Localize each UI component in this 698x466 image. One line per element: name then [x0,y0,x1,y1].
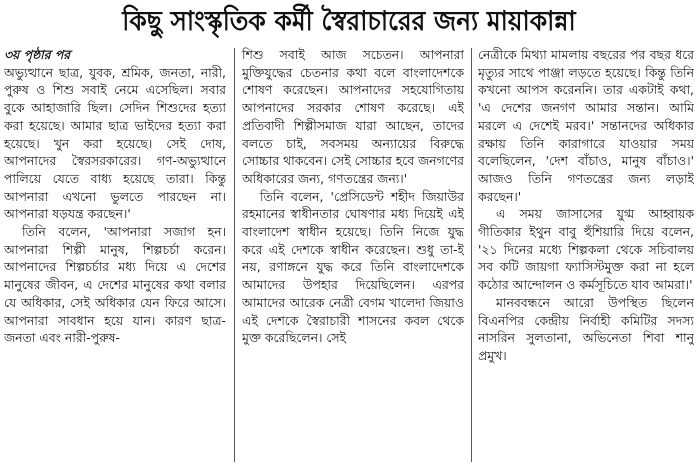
article-column-3 [478,46,694,466]
article-column-2 [242,46,464,466]
column-divider [234,48,235,462]
headline: কিছু সাংস্কৃতিক কর্মী স্বৈরাচারের জন্য মায়াকান্না [122,6,576,37]
paragraph: নেত্রীকে মিথ্যা মামলায় বছরের পর বছর ধরে মৃত্যুর সাথে পাঞ্জা লড়তে হয়েছে। কিন্তু তিনি কখনো আপস করেননি। তার একটাই কথা, 'এ দেশের জনগণ আমার সন্তান। আমি মরলে এ দেশেই মরব।' সন্তানদের অধিকার রক্ষায় তিনি কারাগারে যাওয়ার সময় বলেছিলেন, 'দেশ বাঁচাও, মানুষ বাঁচাও।' আজও তিনি গণতন্ত্রের জন্য লড়াই করছেন।' [478,47,694,204]
paragraph: মানববন্ধনে আরো উপস্থিত ছিলেন বিএনপির কেন্দ্রীয় নির্বাহী কমিটির সদস্য নাসরিন সুলতানা, অভিনেতা শিবা শানু প্রমুখ। [478,294,694,363]
paragraph: অভ্যুত্থানে ছাত্র, যুবক, শ্রমিক, জনতা, নারী, পুরুষ ও শিশু সবাই নেমে এসেছিল। সবার বুকে আহাজারি ছিল। সেদিন শিশুদের হত্যা করা হয়েছে। আমার ছাত্র ভাইদের হত্যা করা হয়েছে। খুন করা হয়েছে। সেই দোষ, আপনাদের স্বৈরসরকারের। গণ-অভ্যুত্থানে পালিয়ে যেতে বাধ্য হয়েছে তারা। কিন্তু আপনারা এখনো ভুলতে পারছেন না। আপনারা ষড়যন্ত্র করছেন।' [4,64,226,222]
paragraph: তিনি বলেন, 'আপনারা সজাগ হন। আপনারা শিল্পী মানুষ, শিল্পচর্চা করেন। আপনাদের শিল্পচর্চার মধ্য দিয়ে এ দেশের মানুষের জীবন, এ দেশের মানুষের কথা বলার যে অধিকার, সেই অধিকার যেন ফিরে আসে। আপনারা সাবধান হয়ে যান। কারণ ছাত্র-জনতা এবং নারী-পুরুষ- [4,224,226,346]
paragraph: এ সময় জাসাসের যুগ্ম আহ্বায়ক গীতিকার ইথুন বাবু হুঁশিয়ারি দিয়ে বলেন, '২১ দিনের মধ্যে শিল্পকলা থেকে সচিবালয় সব কটি জায়গা ফ্যাসিস্টমুক্ত করা না হলে কঠোর আন্দোলন ও কর্মসূচিতে যাব আমরা।' [478,206,694,293]
paragraph: শিশু সবাই আজ সচেতন। আপনারা মুক্তিযুদ্ধের চেতনার কথা বলে বাংলাদেশকে শোষণ করেছেন। আপনাদের সহযোগিতায় আপনাদের সরকার শোষণ করেছে। এই প্রতিবাদী শিল্পীসমাজ যারা আছেন, তাদের বলতে চাই, সবসময় অন্যায়ের বিরুদ্ধে সোচ্চার থাকবেন। সেই সোচ্চার হবে জনগণের অধিকারের জন্য, গণতন্ত্রের জন্য।' [242,47,464,186]
continued-from-label: ৩য় পৃষ্ঠার পর [4,47,71,62]
article-column-1 [4,46,226,466]
paragraph: তিনি বলেন, 'প্রেসিডেন্ট শহীদ জিয়াউর রহমানের স্বাধীনতার ঘোষণার মধ্য দিয়েই এই বাংলাদেশ স্বাধীন হয়েছে। তিনি নিজে যুদ্ধ করে এই দেশকে স্বাধীন করেছেন। শুধু তা-ই নয়, রণাঙ্গনে যুদ্ধ করে তিনি বাংলাদেশকে আমাদের উপহার দিয়েছিলেন। এরপর আমাদের আরেক নেত্রী বেগম খালেদা জিয়াও এই দেশকে স্বৈরাচারী শাসনের কবল থেকে মুক্ত করেছিলেন। সেই [242,188,464,346]
column-divider [471,48,472,462]
